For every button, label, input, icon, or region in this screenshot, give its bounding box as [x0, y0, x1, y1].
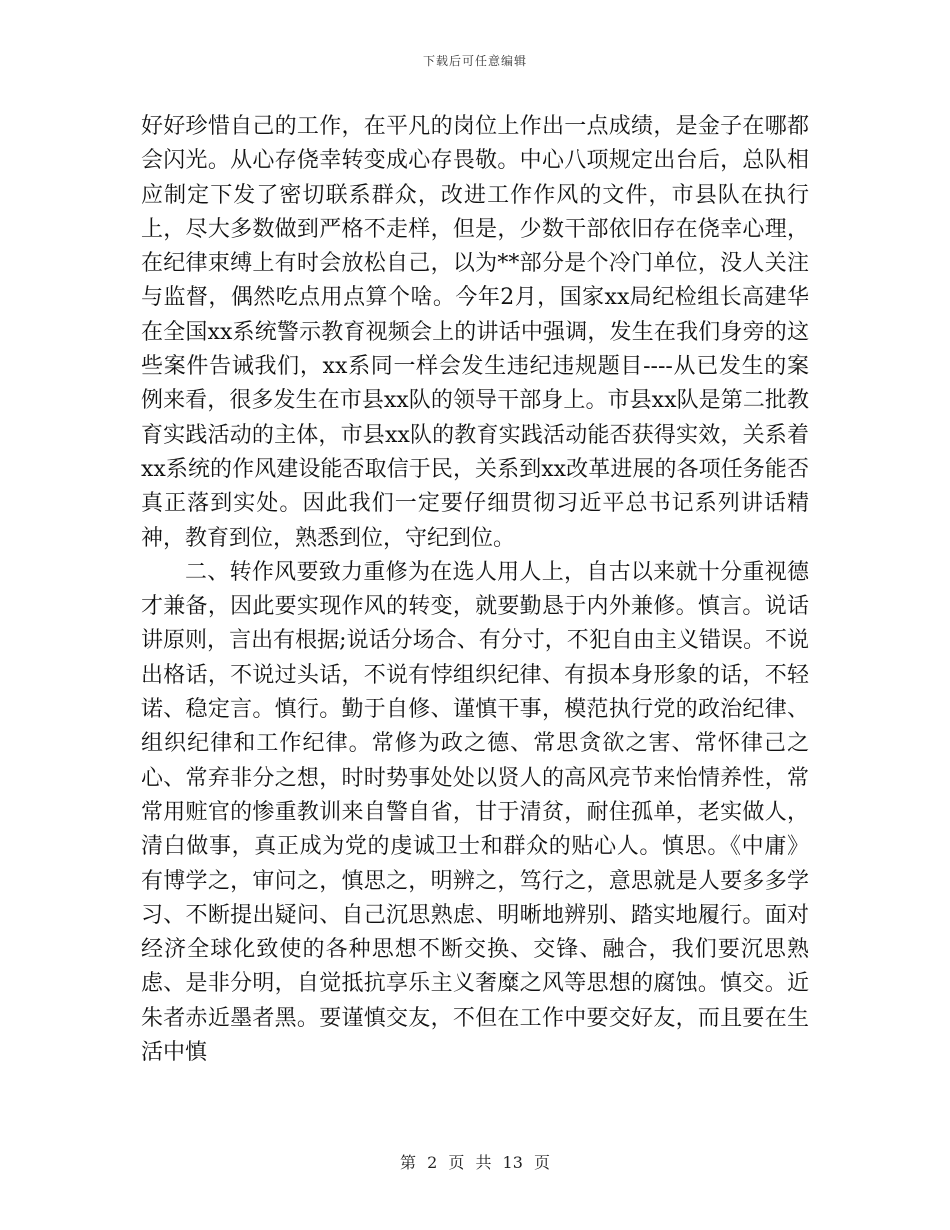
- page-header: 下载后可任意编辑: [422, 54, 527, 68]
- paragraph-continuation: 好好珍惜自己的工作，在平凡的岗位上作出一点成绩，是金子在哪都会闪光。从心存侥幸转变成心存畏敬。中心八项规定出台后，总队相应制定下发了密切联系群众，改进工作作风的文件，市县队在执行上，尽大多数做到严格不走样，但是，少数干部依旧存在侥幸心理，在纪律束缚上有时会放松自己，以为**部分是个冷门单位，没人关注与监督，偶然吃点用点算个啥。今年2月，国家xx局纪检组长高建华在全国xx系统警示教育视频会上的讲话中强调，发生在我们身旁的这些案件告诫我们，xx系同一样会发生违纪违规题目----从已发生的案例来看，很多发生在市县xx队的领导干部身上。市县xx队是第二批教育实践活动的主体，市县xx队的教育实践活动能否获得实效，关系着xx系统的作风建设能否取信于民，关系到xx改革进展的各项任务能否真正落到实处。因此我们一定要仔细贯彻习近平总书记系列讲话精神，教育到位，熟悉到位，守纪到位。: [141, 114, 809, 551]
- paragraph-section-two: 二、转作风要致力重修为在选人用人上，自古以来就十分重视德才兼备，因此要实现作风的转变，就要勤恳于内外兼修。慎言。说话讲原则，言出有根据;说话分场合、有分寸，不犯自由主义错误。不说出格话，不说过头话，不说有悖组织纪律、有损本身形象的话，不轻诺、稳定言。慎行。勤于自修、谨慎干事，模范执行党的政治纪律、组织纪律和工作纪律。常修为政之德、常思贪欲之害、常怀律己之心、常弃非分之想，时时势事处处以贤人的高风亮节来怡情养性，常常用赃官的惨重教训来自警自省，甘于清贫，耐住孤单，老实做人，清白做事，真正成为党的虔诚卫士和群众的贴心人。慎思。《中庸》有博学之，审问之，慎思之，明辨之，笃行之，意思就是人要多多学习、不断提出疑问、自己沉思熟虑、明晰地辨别、踏实地履行。面对经济全球化致使的各种思想不断交换、交锋、融合，我们要沉思熟虑、是非分明，自觉抵抗享乐主义奢糜之风等思想的腐蚀。慎交。近朱者赤近墨者黑。要谨慎交友，不但在工作中要交好友，而且要在生活中慎: [141, 559, 809, 1066]
- page-number-footer: 第 2 页 共 13 页: [400, 1153, 550, 1172]
- document-body: [141, 110, 809, 1070]
